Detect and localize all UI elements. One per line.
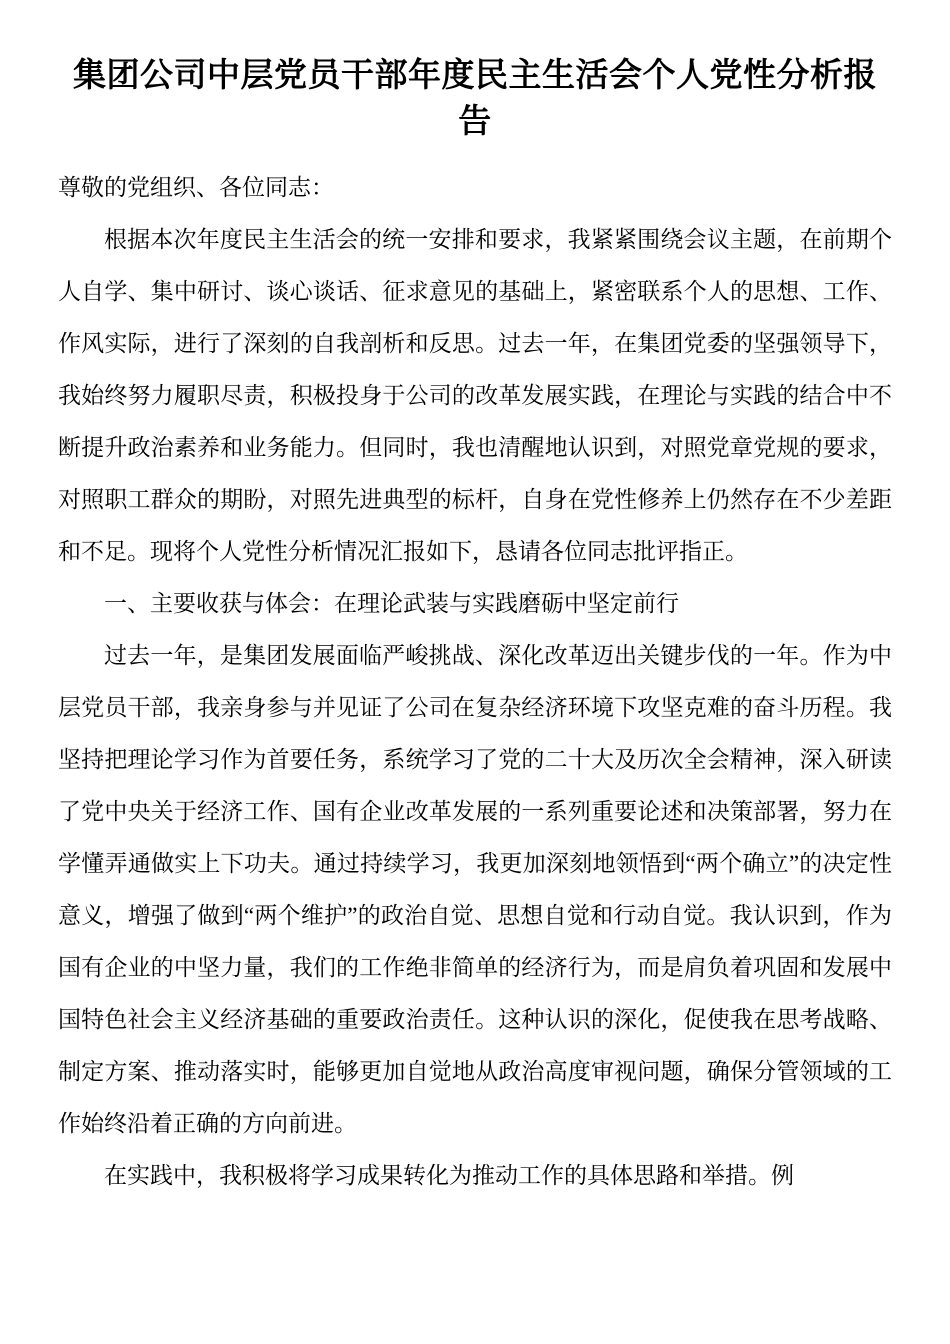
body-paragraph-2: 在实践中，我积极将学习成果转化为推动工作的具体思路和举措。例 <box>104 1163 794 1188</box>
salutation-line: 尊敬的党组织、各位同志： <box>58 175 334 200</box>
body-paragraph-1: 过去一年，是集团发展面临严峻挑战、深化改革迈出关键步伐的一年。作为中层党员干部，我亲身参与并见证了公司在复杂经济环境下攻坚克难的奋斗历程。我坚持把理论学习作为首要任务，系统学习了党的二十大及历次全会精神，深入研读了党中央关于经济工作、国有企业改革发展的一系列重要论述和决策部署，努力在学懂弄通做实上下功夫。通过持续学习，我更加深刻地领悟到“两个确立”的决定性意义，增强了做到“两个维护”的政治自觉、思想自觉和行动自觉。我认识到，作为国有企业的中坚力量，我们的工作绝非简单的经济行为，而是肩负着巩固和发展中国特色社会主义经济基础的重要政治责任。这种认识的深化，促使我在思考战略、制定方案、推动落实时，能够更加自觉地从政治高度审视问题，确保分管领域的工作始终沿着正确的方向前进。 <box>58 643 892 1136</box>
section-heading-one: 一、主要收获与体会：在理论武装与实践磨砺中坚定前行 <box>104 591 679 616</box>
page-title: 集团公司中层党员干部年度民主生活会个人党性分析报告 <box>73 55 877 140</box>
intro-paragraph: 根据本次年度民主生活会的统一安排和要求，我紧紧围绕会议主题，在前期个人自学、集中研讨、谈心谈话、征求意见的基础上，紧密联系个人的思想、工作、作风实际，进行了深刻的自我剖析和反思。过去一年，在集团党委的坚强领导下，我始终努力履职尽责，积极投身于公司的改革发展实践，在理论与实践的结合中不断提升政治素养和业务能力。但同时，我也清醒地认识到，对照党章党规的要求，对照职工群众的期盼，对照先进典型的标杆，自身在党性修养上仍然存在不少差距和不足。现将个人党性分析情况汇报如下，恳请各位同志批评指正。 <box>58 227 892 564</box>
